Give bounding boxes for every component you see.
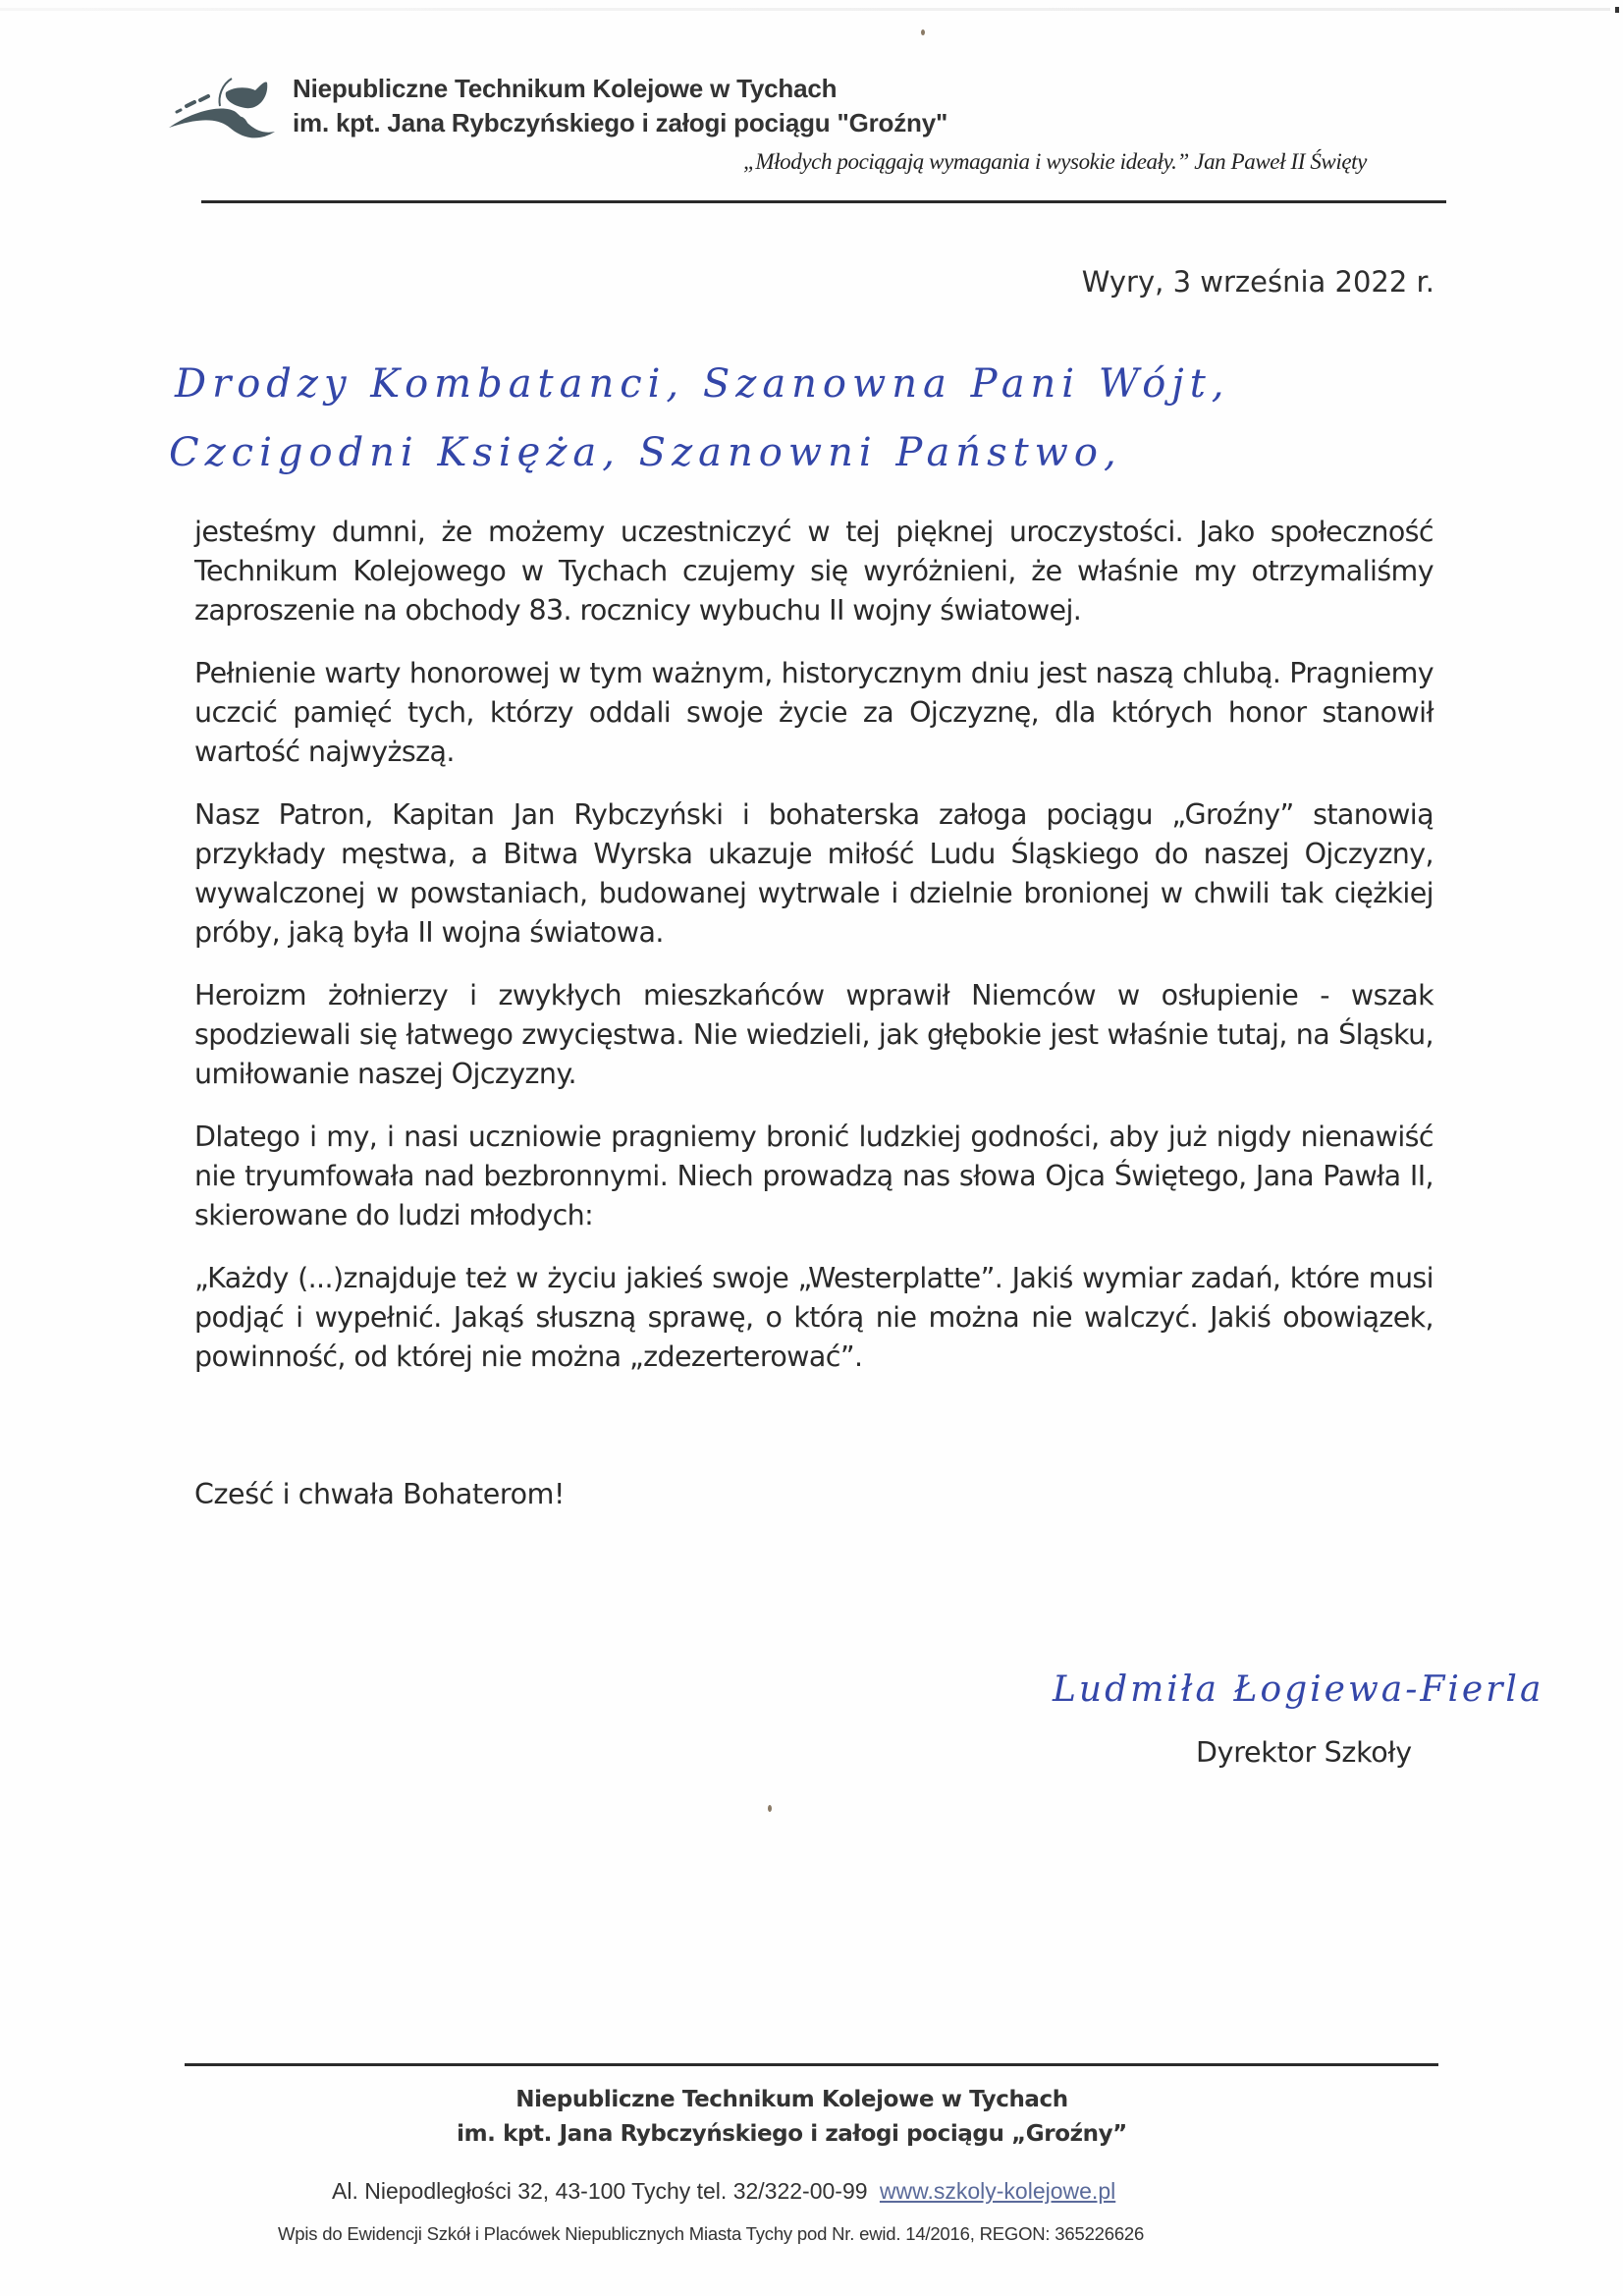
body-paragraph: Pełnienie warty honorowej w tym ważnym, historycznym dniu jest naszą chlubą. Pragniemy uczcić pamięć tych, którzy oddali swoje życie za Ojczyznę, dla których honor stanowił wartość najwyższą.	[194, 657, 1434, 768]
scan-edge	[0, 8, 1610, 11]
closing-line: Cześć i chwała Bohaterom!	[194, 1478, 566, 1510]
place-date: Wyry, 3 września 2022 r.	[1081, 265, 1434, 299]
header-divider	[201, 200, 1446, 203]
footer-address	[332, 2178, 1115, 2205]
scan-mark	[1615, 7, 1619, 13]
body-paragraph: Dlatego i my, i nasi uczniowie pragniemy bronić ludzkiej godności, aby już nigdy nienawiść nie tryumfowała nad bezbronnymi. Niech prowadzą nas słowa Ojca Świętego, Jana Pawła II, skierowane do ludzi młodych:	[194, 1121, 1434, 1231]
footer-registry: Wpis do Ewidencji Szkół i Placówek Niepublicznych Miasta Tychy pod Nr. ewid. 14/2016, REGON: 365226626	[278, 2223, 1145, 2244]
body-paragraph: jesteśmy dumni, że możemy uczestniczyć w tej pięknej uroczystości. Jako społeczność Technikum Kolejowego w Tychach czujemy się wyróżnieni, że właśnie my otrzymaliśmy zaproszenie na obchody 83. rocznicy wybuchu II wojny światowej.	[194, 516, 1434, 627]
header-motto: „Młodych pociągają wymagania i wysokie ideały.” Jan Paweł II Święty	[743, 149, 1367, 174]
salutation-line: Drodzy Kombatanci, Szanowna Pani Wójt,	[175, 361, 1230, 407]
scan-speck	[921, 29, 925, 35]
address-text: Al. Niepodległości 32, 43-100 Tychy tel. 32/322-00-99	[332, 2178, 868, 2204]
school-logo-icon	[165, 67, 281, 147]
body-paragraph: Heroizm żołnierzy i zwykłych mieszkańców wprawił Niemców w osłupienie - wszak spodziewali się łatwego zwycięstwa. Nie wiedzieli, jak głębokie jest właśnie tutaj, na Śląsku, umiłowanie naszej Ojczyzny.	[194, 979, 1434, 1090]
quote-paragraph: „Każdy (...)znajduje też w życiu jakieś swoje „Westerplatte”. Jakiś wymiar zadań, które musi podjąć i wypełnić. Jakąś słuszną sprawę, o którą nie można nie walczyć. Jakiś obowiązek, powinność, od której nie można „zdezerterować”.	[194, 1262, 1434, 1373]
footer-divider	[185, 2063, 1438, 2066]
header-org-name: Niepubliczne Technikum Kolejowe w Tychach	[293, 74, 838, 103]
body-paragraph: Nasz Patron, Kapitan Jan Rybczyński i bohaterska załoga pociągu „Groźny” stanowią przykłady męstwa, a Bitwa Wyrska ukazuje miłość Ludu Śląskiego do naszej Ojczyzny, wywalczonej w powstaniach, budowanej wytrwale i dzielnie bronionej w chwili tak ciężkiej próby, jaką była II wojna światowa.	[194, 798, 1434, 949]
footer-org-patron: im. kpt. Jana Rybczyńskiego i załogi pociągu „Groźny”	[457, 2121, 1127, 2147]
handwritten-signature: Ludmiła Łogiewa-Fierla	[1053, 1669, 1544, 1710]
signature-title: Dyrektor Szkoły	[1196, 1736, 1412, 1769]
letter-body	[194, 513, 1434, 1400]
website-link[interactable]: www.szkoly-kolejowe.pl	[879, 2178, 1116, 2204]
header-org-patron: im. kpt. Jana Rybczyńskiego i załogi pociągu "Groźny"	[293, 108, 948, 137]
salutation-line: Czcigodni Księża, Szanowni Państwo,	[169, 430, 1122, 475]
footer-org-name: Niepubliczne Technikum Kolejowe w Tychach	[515, 2087, 1068, 2112]
scan-speck	[768, 1805, 772, 1812]
